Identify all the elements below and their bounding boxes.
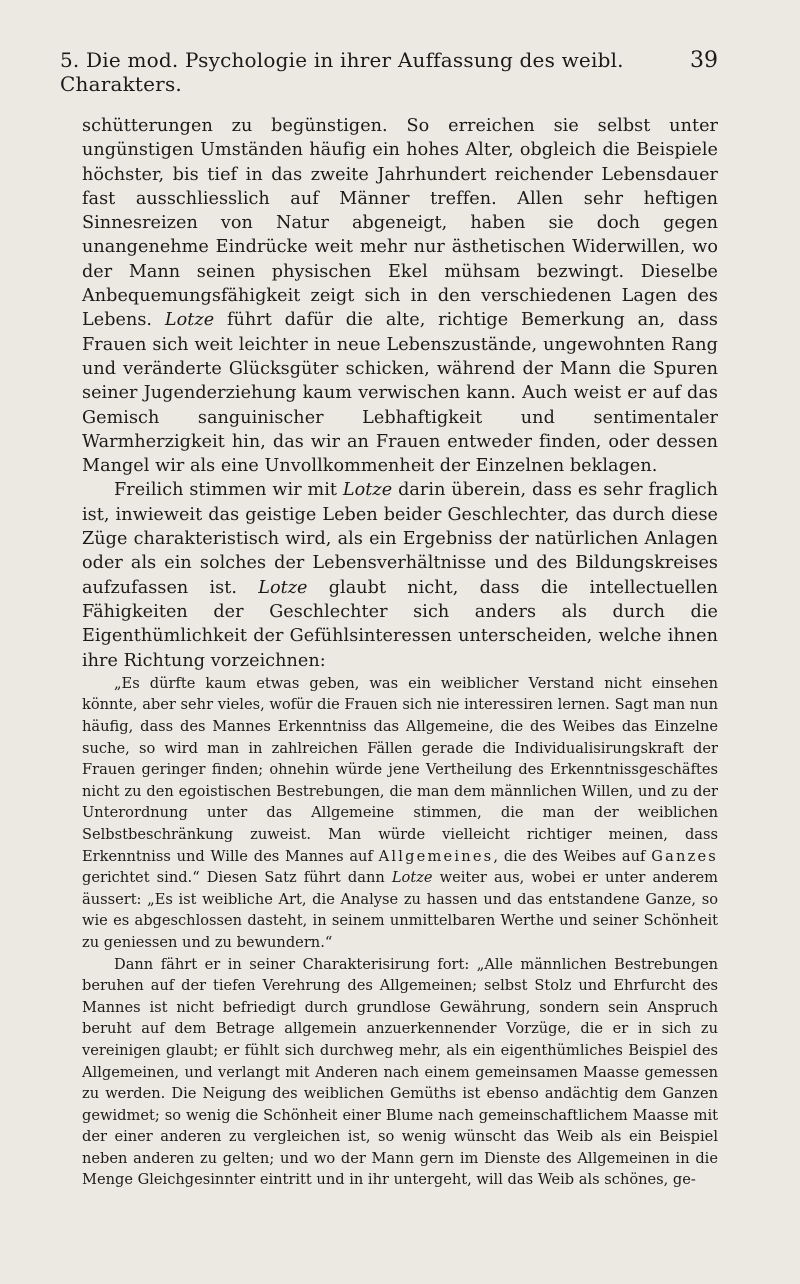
author-name: Lotze [258, 577, 308, 598]
running-head [60, 48, 718, 96]
chapter-title: 5. Die mod. Psychologie in ihrer Auffassung des weibl. Charakters. [60, 48, 624, 96]
quote-text: Dann fährt er in seiner Charakterisirung fort: „Alle männlichen Bestrebungen beruhen auf der tiefen Verehrung des Allgemeinen; selbst Stolz und Ehrfurcht des Mannes ist nicht befriedigt durch grundlose Gewährung, sondern sein Anspruch beruht auf dem Betrage allgemein anzuerkennender Vorzüge, die er in sich zu vereinigen glaubt; er fühlt sich durchweg mehr, als ein eigenthümliches Beispiel des Allgemeinen, und verlangt mit Anderen nach einem gemeinsamen Maasse gemessen zu werden. Die Neigung des weiblichen Gemüths ist ebenso andächtig dem Ganzen gewidmet; so wenig die Schönheit einer Blume nach gemeinschaftlichem Maasse mit der einer anderen zu vergleichen ist, so wenig wünscht das Weib als ein Beispiel neben anderen zu gelten; und wo der Mann gern im Dienste des Allgemeinen in die Menge Gleichgesinnter eintritt und in ihr untergeht, will das Weib als schönes, ge- [82, 955, 718, 1189]
author-name: Lotze [342, 480, 393, 501]
body-paragraph-1 [82, 114, 718, 478]
page-number: 39 [690, 48, 718, 73]
emphasized-word: Ganzes [651, 847, 718, 865]
emphasized-word: Allgemeines [378, 847, 494, 865]
quote-text: gerichtet sind.“ Diesen Satz führt dann [82, 869, 385, 887]
quotation-paragraph-1 [82, 673, 718, 954]
paragraph-text: darin überein, dass es sehr fraglich ist, inwieweit das geistige Leben beider Geschlechter, das durch diese Züge charakteristisch wird, als ein Ergebniss der natürlichen Anlagen oder als ein solches der Lebensverhältnisse und des Bildungskreises aufzufassen ist. [82, 480, 718, 598]
quote-text: weiter aus, wobei er unter anderem äussert: „Es ist weibliche Art, die Analyse zu hassen und das entstandene Ganze, so wie es abgeschlossen dasteht, in seinem unmittelbaren Werthe und seiner Schönheit zu geniessen und zu bewundern.“ [82, 869, 719, 951]
paragraph-text: führt dafür die alte, richtige Bemerkung an, dass Frauen sich weit leichter in neue Lebenszustände, ungewohnten Rang und veränderte Glücksgüter schicken, während der Mann die Spuren seiner Jugenderziehung kaum verwischen kann. Auch weist er auf das Gemisch sanguinischer Lebhaftigkeit und sentimentaler Warmherzigkeit hin, das wir an Frauen entweder finden, oder dessen Mangel wir als eine Unvollkommenheit der Einzelnen beklagen. [82, 310, 718, 477]
paragraph-text: Freilich stimmen wir mit [114, 480, 338, 501]
quotation-paragraph-2 [82, 954, 718, 1192]
quote-text: „Es dürfte kaum etwas geben, was ein weiblicher Verstand nicht einsehen könnte, aber sehr vieles, wofür die Frauen sich nie interessiren lernen. Sagt man nun häufig, dass des Mannes Erkenntniss das Allgemeine, die des Weibes das Einzelne suche, so wird man in zahlreichen Fällen gerade die Individualisirungskraft der Frauen geringer finden; ohnehin würde jene Vertheilung des Erkenntnissgeschäftes nicht zu den egoistischen Bestrebungen, die man dem männlichen Willen, und zu der Unterordnung unter das Allgemeine stimmen, die man der weiblichen Selbstbeschränkung zuweist. Man würde vielleicht richtiger meinen, dass Erkenntniss und Wille des Mannes auf [82, 674, 718, 865]
quote-text: , die des Weibes auf [493, 847, 646, 865]
paragraph-text: schütterungen zu begünstigen. So erreichen sie selbst unter ungünstigen Umständen häufig ein hohes Alter, obgleich die Beispiele höchster, bis tief in das zweite Jahrhundert reichender Lebensdauer fast ausschliesslich auf Männer treffen. Allen sehr heftigen Sinnesreizen von Natur abgeneigt, haben sie doch gegen unangenehme Eindrücke weit mehr nur ästhetischen Widerwillen, wo der Mann seinen physischen Ekel mühsam bezwingt. Dieselbe Anbequemungsfähigkeit zeigt sich in den verschiedenen Lagen des Lebens. [82, 116, 718, 331]
author-name: Lotze [164, 310, 215, 331]
paragraph-text: glaubt nicht, dass die intellectuellen Fähigkeiten der Geschlechter sich anders als durch die Eigenthümlichkeit der Gefühlsinteressen unterscheiden, welche ihnen ihre Richtung vorzeichnen: [82, 577, 718, 671]
author-name: Lotze [391, 869, 433, 887]
body-paragraph-2 [82, 478, 718, 672]
